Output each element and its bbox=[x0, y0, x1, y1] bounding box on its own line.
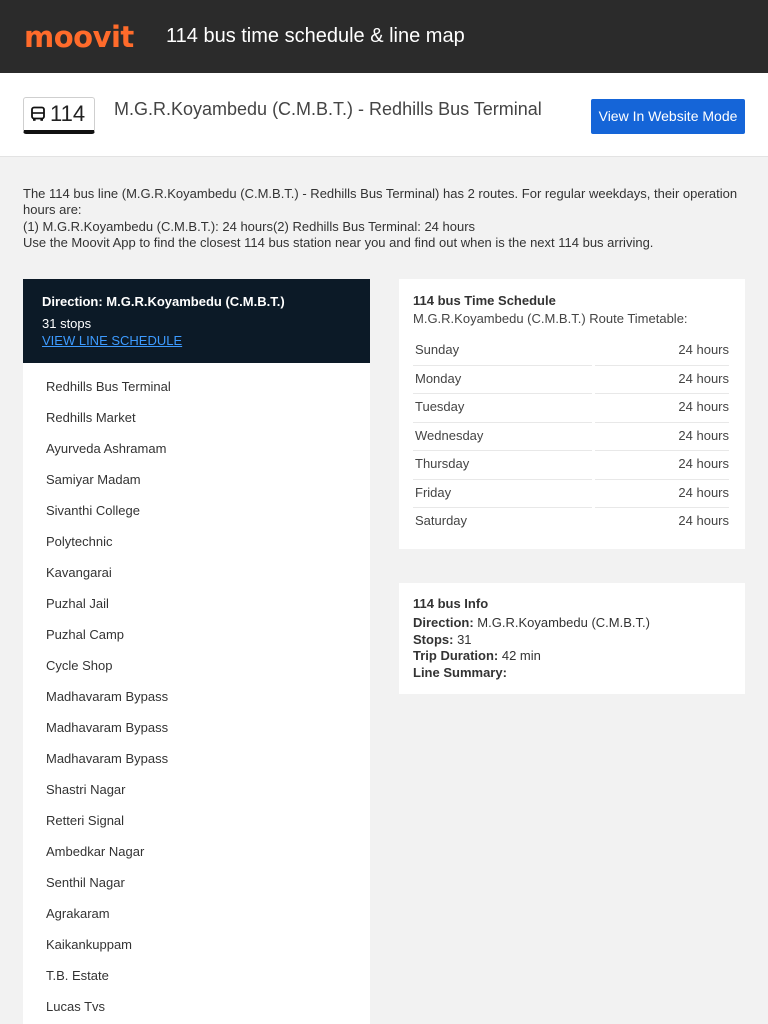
schedule-day: Friday bbox=[415, 484, 452, 500]
schedule-hours: 24 hours bbox=[678, 370, 729, 386]
schedule-day: Thursday bbox=[415, 456, 470, 471]
schedule-hours: 24 hours bbox=[678, 484, 729, 500]
line-number: 114 bbox=[50, 101, 86, 126]
stop-item[interactable]: T.B. Estate bbox=[46, 968, 109, 983]
schedule-row bbox=[413, 365, 729, 393]
stop-item[interactable]: Redhills Market bbox=[46, 410, 136, 425]
schedule-row bbox=[413, 422, 729, 450]
info-direction-value: M.G.R.Koyambedu (C.M.B.T.) bbox=[477, 615, 650, 630]
stop-item[interactable]: Retteri Signal bbox=[46, 813, 125, 828]
stop-item[interactable]: Puzhal Camp bbox=[46, 627, 125, 642]
stop-item[interactable]: Redhills Bus Terminal bbox=[46, 379, 171, 394]
bus-info-card bbox=[399, 583, 745, 694]
info-stops bbox=[413, 632, 731, 649]
bus-icon bbox=[30, 106, 46, 122]
info-title: 114 bus Info bbox=[413, 596, 489, 611]
moovit-logo[interactable]: moovit bbox=[24, 20, 134, 54]
stop-item[interactable]: Madhavaram Bypass bbox=[46, 689, 169, 704]
schedule-day: Sunday bbox=[415, 342, 460, 357]
info-summary-label: Line Summary: bbox=[413, 665, 507, 681]
schedule-row bbox=[413, 479, 729, 507]
info-stops-value: 31 bbox=[457, 631, 472, 647]
stop-item[interactable]: Kaikankuppam bbox=[46, 937, 132, 952]
row-divider bbox=[413, 393, 592, 394]
schedule-hours: 24 hours bbox=[678, 456, 729, 471]
description-app-hint: Use the Moovit App to find the closest 114 bus station near you and find out when is the next 114 bus arriving. bbox=[23, 234, 654, 250]
schedule-row bbox=[413, 336, 729, 364]
line-badge bbox=[23, 97, 95, 134]
schedule-row bbox=[413, 450, 729, 478]
stop-item[interactable]: Senthil Nagar bbox=[46, 875, 125, 890]
description-text: The 114 bus line (M.G.R.Koyambedu (C.M.B.T.) - Redhills Bus Terminal) has 2 routes. For regular weekdays, their operation hours are: bbox=[23, 186, 738, 218]
info-direction-label: Direction: bbox=[413, 615, 474, 630]
schedule-hours: 24 hours bbox=[678, 342, 729, 357]
stop-item[interactable]: Ambedkar Nagar bbox=[46, 844, 145, 859]
info-stops-label: Stops: bbox=[413, 631, 454, 647]
description-hours: (1) M.G.R.Koyambedu (C.M.B.T.): 24 hours(2) Redhills Bus Terminal: 24 hours bbox=[23, 218, 476, 234]
row-divider bbox=[595, 507, 729, 508]
stop-item[interactable]: Polytechnic bbox=[46, 534, 113, 549]
direction-stops-count: 31 stops bbox=[42, 316, 92, 331]
stop-item[interactable]: Shastri Nagar bbox=[46, 782, 126, 797]
stop-item[interactable]: Agrakaram bbox=[46, 906, 110, 921]
row-divider bbox=[413, 365, 592, 366]
schedule-hours: 24 hours bbox=[678, 399, 729, 414]
row-divider bbox=[413, 450, 592, 451]
info-summary bbox=[413, 665, 731, 682]
info-duration bbox=[413, 648, 731, 665]
route-name: M.G.R.Koyambedu (C.M.B.T.) - Redhills Bus Terminal bbox=[114, 99, 542, 119]
stop-item[interactable]: Madhavaram Bypass bbox=[46, 720, 169, 735]
row-divider bbox=[413, 422, 592, 423]
row-divider bbox=[595, 393, 729, 394]
stop-item[interactable]: Puzhal Jail bbox=[46, 596, 109, 611]
stop-item[interactable]: Sivanthi College bbox=[46, 503, 140, 518]
page-title: 114 bus time schedule & line map bbox=[166, 25, 465, 47]
info-duration-value: 42 min bbox=[501, 648, 541, 664]
schedule-row bbox=[413, 507, 729, 535]
schedule-title: 114 bus Time Schedule bbox=[413, 293, 556, 308]
stop-item[interactable]: Madhavaram Bypass bbox=[46, 751, 169, 766]
direction-card bbox=[23, 279, 370, 363]
line-header bbox=[0, 73, 768, 157]
info-duration-label: Trip Duration: bbox=[413, 648, 499, 664]
line-description bbox=[23, 186, 745, 251]
time-schedule-card bbox=[399, 279, 745, 549]
row-divider bbox=[595, 479, 729, 480]
direction-title: Direction: M.G.R.Koyambedu (C.M.B.T.) bbox=[42, 294, 285, 309]
stop-item[interactable]: Samiyar Madam bbox=[46, 472, 141, 487]
schedule-day: Saturday bbox=[415, 513, 468, 528]
row-divider bbox=[413, 479, 592, 480]
stops-list bbox=[23, 363, 370, 1024]
row-divider bbox=[595, 422, 729, 423]
schedule-row bbox=[413, 393, 729, 421]
view-line-schedule-link[interactable]: VIEW LINE SCHEDULE bbox=[42, 333, 183, 348]
schedule-hours: 24 hours bbox=[678, 427, 729, 443]
schedule-hours: 24 hours bbox=[678, 513, 729, 528]
schedule-day: Monday bbox=[415, 370, 462, 386]
schedule-subtitle: M.G.R.Koyambedu (C.M.B.T.) Route Timetable: bbox=[413, 311, 688, 326]
schedule-day: Wednesday bbox=[415, 427, 484, 443]
top-bar bbox=[0, 0, 768, 73]
info-direction bbox=[413, 615, 731, 632]
stop-item[interactable]: Ayurveda Ashramam bbox=[46, 441, 167, 456]
stop-item[interactable]: Lucas Tvs bbox=[46, 999, 106, 1014]
row-divider bbox=[413, 507, 592, 508]
schedule-day: Tuesday bbox=[415, 399, 465, 414]
row-divider bbox=[595, 365, 729, 366]
stop-item[interactable]: Kavangarai bbox=[46, 565, 112, 580]
stop-item[interactable]: Cycle Shop bbox=[46, 658, 113, 673]
row-divider bbox=[595, 450, 729, 451]
view-website-mode-button[interactable]: View In Website Mode bbox=[591, 99, 745, 134]
